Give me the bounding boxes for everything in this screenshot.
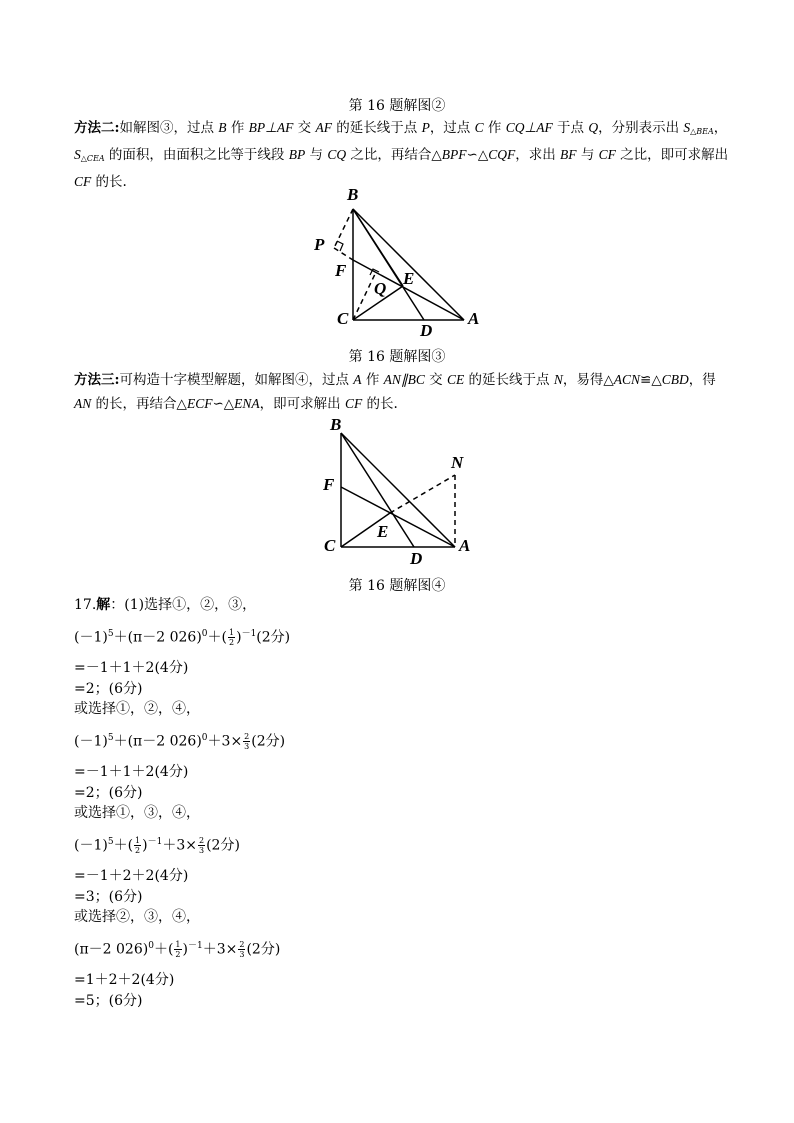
var: N <box>553 372 563 387</box>
dashed-EN <box>390 475 455 513</box>
text: ，分别表示出 <box>598 120 684 136</box>
denominator: 3 <box>244 742 250 752</box>
right-angle-P <box>337 241 343 251</box>
q17-line-6 <box>74 728 285 752</box>
var: AF <box>315 120 332 135</box>
var: B <box>218 120 227 135</box>
text: ) <box>182 941 188 958</box>
q17-line-8: =2；(6分) <box>74 785 143 801</box>
denominator: 3 <box>198 846 205 856</box>
text: ＋( <box>153 941 174 958</box>
label-N: N <box>451 453 464 472</box>
figure-caption-2: 第 16 题解图② <box>348 98 446 114</box>
q17-line-16: =5；(6分) <box>74 993 143 1009</box>
q17-line-5: 或选择①，②，④， <box>74 701 200 717</box>
figure-3-diagram <box>300 182 500 342</box>
label-A: A <box>468 309 480 328</box>
q17-line-9: 或选择①，③，④， <box>74 805 200 821</box>
denominator: 2 <box>229 638 235 648</box>
text: (2分) <box>251 733 286 750</box>
segment-EB-extra <box>353 209 403 286</box>
q17-line-15: =1＋2＋2(4分) <box>74 972 175 988</box>
text: 的长，再结合△ <box>91 396 187 412</box>
exponent: －1 <box>147 837 163 847</box>
text: 作 <box>226 120 249 136</box>
text: 的延长线于点 <box>331 120 422 136</box>
fraction <box>238 940 245 959</box>
text: 之比，再结合△ <box>346 147 442 163</box>
text: ∽△ <box>212 396 235 412</box>
q17-line-11: =－1＋2＋2(4分) <box>74 868 189 884</box>
text: (－1) <box>74 733 108 750</box>
text: ， <box>713 120 728 136</box>
text: 之比，即可求解出 <box>615 147 729 163</box>
var: C <box>474 120 484 135</box>
q17-line-3: =－1＋1＋2(4分) <box>74 660 189 676</box>
exponent: 5 <box>107 629 114 639</box>
var: AN <box>74 396 92 411</box>
text: (π－2 026) <box>74 941 149 958</box>
fraction <box>228 628 235 647</box>
text: 交 <box>293 120 316 136</box>
figure-caption-3: 第 16 题解图③ <box>348 349 446 365</box>
denominator: 2 <box>135 846 141 856</box>
numerator: 2 <box>244 732 250 742</box>
label-C: C <box>337 309 349 328</box>
text: ＋(π－2 026) <box>113 629 202 646</box>
method-three-paragraph <box>74 368 734 416</box>
var: CBD <box>661 372 689 387</box>
var: ACN <box>613 372 641 387</box>
q17-line-1 <box>74 595 256 615</box>
label-P: P <box>314 235 325 254</box>
text: ) <box>142 837 148 854</box>
label-C: C <box>324 536 336 555</box>
q17-line-2 <box>74 624 290 648</box>
text: ： <box>110 597 125 613</box>
text: (2分) <box>256 629 291 646</box>
text: ＋(π－2 026) <box>113 733 202 750</box>
text: 的长. <box>362 396 398 412</box>
var: CF <box>74 174 92 189</box>
text: 作 <box>361 372 384 388</box>
method-three-label: 方法三: <box>74 372 120 388</box>
text: 交 <box>424 372 447 388</box>
text: 如解图③，过点 <box>119 120 219 136</box>
var: CQ <box>327 147 347 162</box>
text: 于点 <box>552 120 589 136</box>
exponent: 0 <box>201 733 208 743</box>
var: P <box>421 120 430 135</box>
subscript: △BEA <box>690 127 714 136</box>
text: 与 <box>305 147 328 163</box>
var: CQF <box>488 147 516 162</box>
text: ，易得△ <box>562 372 614 388</box>
text: (2分) <box>246 941 281 958</box>
text: (1)选择①，②，③， <box>124 597 257 613</box>
label-Q: Q <box>374 279 387 298</box>
exponent: 5 <box>107 733 114 743</box>
text: 的长. <box>91 174 127 190</box>
numerator: 1 <box>175 940 181 950</box>
var: BPF <box>441 147 467 162</box>
text: 作 <box>483 120 506 136</box>
var: A <box>353 372 362 387</box>
text: 可构造十字模型解题，如解图④，过点 <box>119 372 354 388</box>
label-D: D <box>410 549 423 568</box>
text: ，求出 <box>515 147 561 163</box>
label-B: B <box>330 415 342 434</box>
text: ∽△ <box>466 147 489 163</box>
var: ECF <box>186 396 213 411</box>
denominator: 3 <box>239 950 245 960</box>
exponent: 0 <box>201 629 208 639</box>
text: ＋3× <box>207 733 243 750</box>
fraction <box>243 732 250 751</box>
var: AN∥BC <box>383 372 425 387</box>
exponent: 0 <box>148 941 154 951</box>
text: ＋3× <box>162 837 197 854</box>
text: ，得 <box>688 372 716 388</box>
var: BP <box>288 147 306 162</box>
fraction <box>134 836 141 855</box>
segment-BA <box>353 209 464 320</box>
var: BF <box>560 147 577 162</box>
numerator: 2 <box>198 836 205 846</box>
dashed-BP <box>334 209 353 248</box>
text: ≌△ <box>640 372 662 388</box>
var: S <box>74 147 81 162</box>
figure-4-diagram <box>310 410 485 570</box>
numerator: 1 <box>135 836 141 846</box>
text: ，过点 <box>429 120 475 136</box>
var: CE <box>446 372 465 387</box>
dashed-PF <box>334 248 353 260</box>
text: ，即可求解出 <box>259 396 345 412</box>
label-F: F <box>335 261 347 280</box>
text: ＋( <box>207 629 227 646</box>
q17-line-13: 或选择②，③，④， <box>74 909 200 925</box>
var: CF <box>598 147 616 162</box>
subscript: △CEA <box>80 154 105 163</box>
var: ENA <box>234 396 260 411</box>
label-A: A <box>459 536 471 555</box>
q17-line-14 <box>74 936 280 960</box>
text: (－1) <box>74 837 108 854</box>
label-B: B <box>347 185 359 204</box>
text: (2分) <box>206 837 240 854</box>
var: CF <box>344 396 363 411</box>
solution-label: 解 <box>96 597 111 613</box>
text: 与 <box>576 147 599 163</box>
text: 的面积，由面积之比等于线段 <box>104 147 289 163</box>
label-E: E <box>377 522 389 541</box>
exponent: －1 <box>241 629 257 639</box>
method-two-label: 方法二: <box>74 120 120 136</box>
segment-FA <box>341 487 455 547</box>
label-F: F <box>323 475 335 494</box>
exponent: 5 <box>107 837 114 847</box>
figure-caption-4: 第 16 题解图④ <box>348 578 446 594</box>
var: CQ⊥AF <box>505 120 553 135</box>
q17-line-10 <box>74 832 240 856</box>
segment-BA <box>341 433 455 547</box>
label-D: D <box>420 321 433 340</box>
text: 的延长线于点 <box>464 372 554 388</box>
var: S <box>683 120 691 135</box>
q17-line-4: =2；(6分) <box>74 681 143 697</box>
exponent: －1 <box>187 941 203 951</box>
denominator: 2 <box>175 950 181 960</box>
numerator: 2 <box>239 940 245 950</box>
numerator: 1 <box>229 628 235 638</box>
var: Q <box>588 120 599 135</box>
text: ＋3× <box>202 941 238 958</box>
text: ) <box>236 629 242 646</box>
question-number: 17. <box>74 597 97 613</box>
var: BP⊥AF <box>248 120 294 135</box>
fraction <box>174 940 181 959</box>
fraction <box>198 836 205 855</box>
text: ＋( <box>113 837 134 854</box>
label-E: E <box>403 269 415 288</box>
text: (－1) <box>74 629 108 646</box>
q17-line-7: =－1＋1＋2(4分) <box>74 764 189 780</box>
q17-line-12: =3；(6分) <box>74 889 143 905</box>
